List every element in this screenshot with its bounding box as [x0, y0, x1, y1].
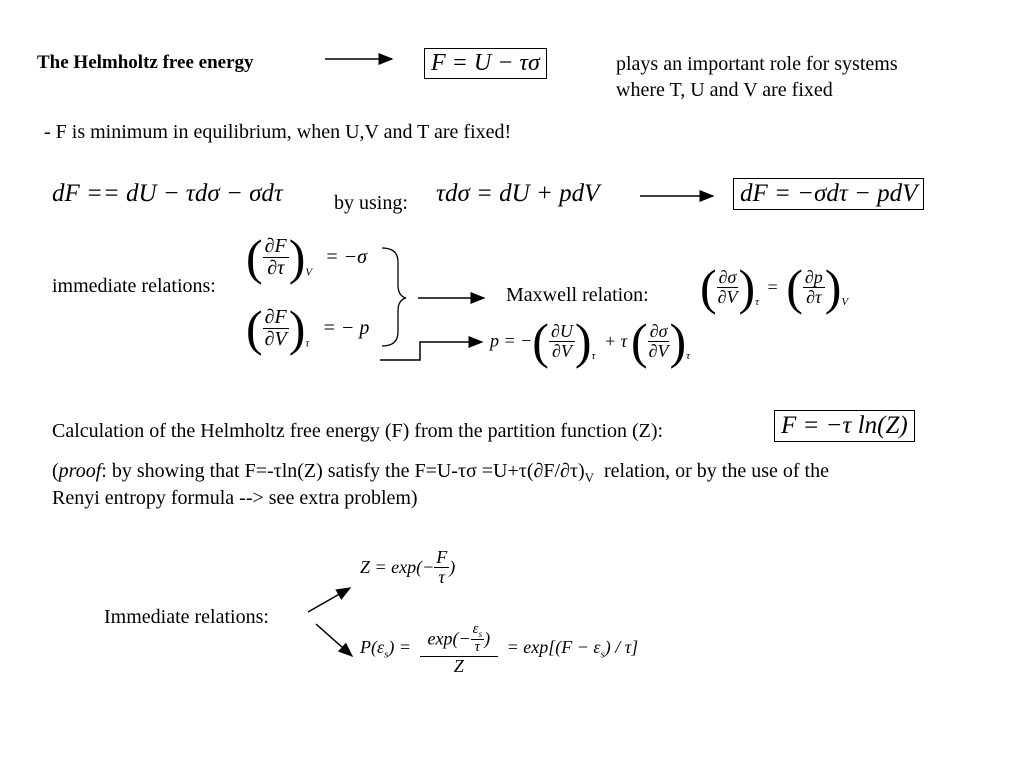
page-title: The Helmholtz free energy: [37, 52, 254, 73]
thermodynamic-identity: τdσ = dU + pdV: [436, 180, 600, 207]
relation-2: ( $\frac{\partial F}{\partial V}$ )$_\tau$ = − p: [246, 300, 370, 356]
partition-text: Calculation of the Helmholtz free energy (F) from the partition function (Z):: [52, 420, 664, 442]
z-arrow: [308, 588, 350, 612]
relation-1-rhs: = −σ: [325, 245, 368, 268]
p-formula: $P(\varepsilon_s)$ = exp(− $\frac{\varepsilon_s}{\tau}$ ) Z = $\exp[(F - \varepsilon_s) / \tau]$: [360, 621, 639, 677]
proof-line2: Renyi entropy formula --> see extra problem): [52, 487, 418, 509]
by-using-label: by using:: [334, 192, 408, 214]
immediate-relations-2-label: Immediate relations:: [104, 606, 269, 628]
p-arrow: [316, 624, 352, 656]
relation-1: ( $\frac{\partial F}{\partial\tau}$ )$_V = -\sigma$: [246, 229, 368, 285]
maxwell-relation: ( $\frac{\partial\sigma}{\partial V}$ )$_\tau$ = ( $\frac{\partial p}{\partial\tau}$ )$_V$: [700, 259, 849, 315]
pressure-prefix: p = −: [490, 330, 533, 351]
free-energy-partition: F = −τ ln(Z): [774, 410, 915, 442]
role-note-line1: plays an important role for systems: [616, 53, 898, 75]
role-note-line2: where T, U and V are fixed: [616, 79, 833, 101]
proof-word: proof: [58, 460, 102, 482]
dF-result: dF = −σdτ − pdV: [733, 178, 924, 210]
z-formula: Z = exp(− $\frac{F}{\tau}$ ): [360, 547, 456, 587]
pressure-plus: + τ: [603, 330, 628, 351]
dF-expansion: dF == dU − τdσ − σdτ: [52, 180, 283, 207]
proof-line1: (proof: by showing that F=-τln(Z) satisfy the $F=U-\tau\sigma =U+\tau(\partial F/\partial\tau)_V$ relation, or by the use of the: [52, 460, 829, 485]
minimum-note: - F is minimum in equilibrium, when U,V and T are fixed!: [44, 121, 512, 143]
relations-brace: [382, 248, 406, 346]
proof-sub: V: [584, 470, 595, 485]
relation-2-rhs: = − p: [322, 316, 370, 339]
pressure-arrow: [380, 342, 482, 360]
helmholtz-definition: F = U − τσ: [424, 48, 547, 79]
pressure-relation: p = −( $\frac{\partial U}{\partial V}$ )$_\tau + \tau$( $\frac{\partial\sigma}{\partial V}$ )$_\tau$: [490, 313, 691, 369]
immediate-relations-label: immediate relations:: [52, 275, 216, 297]
maxwell-label: Maxwell relation:: [506, 284, 649, 306]
